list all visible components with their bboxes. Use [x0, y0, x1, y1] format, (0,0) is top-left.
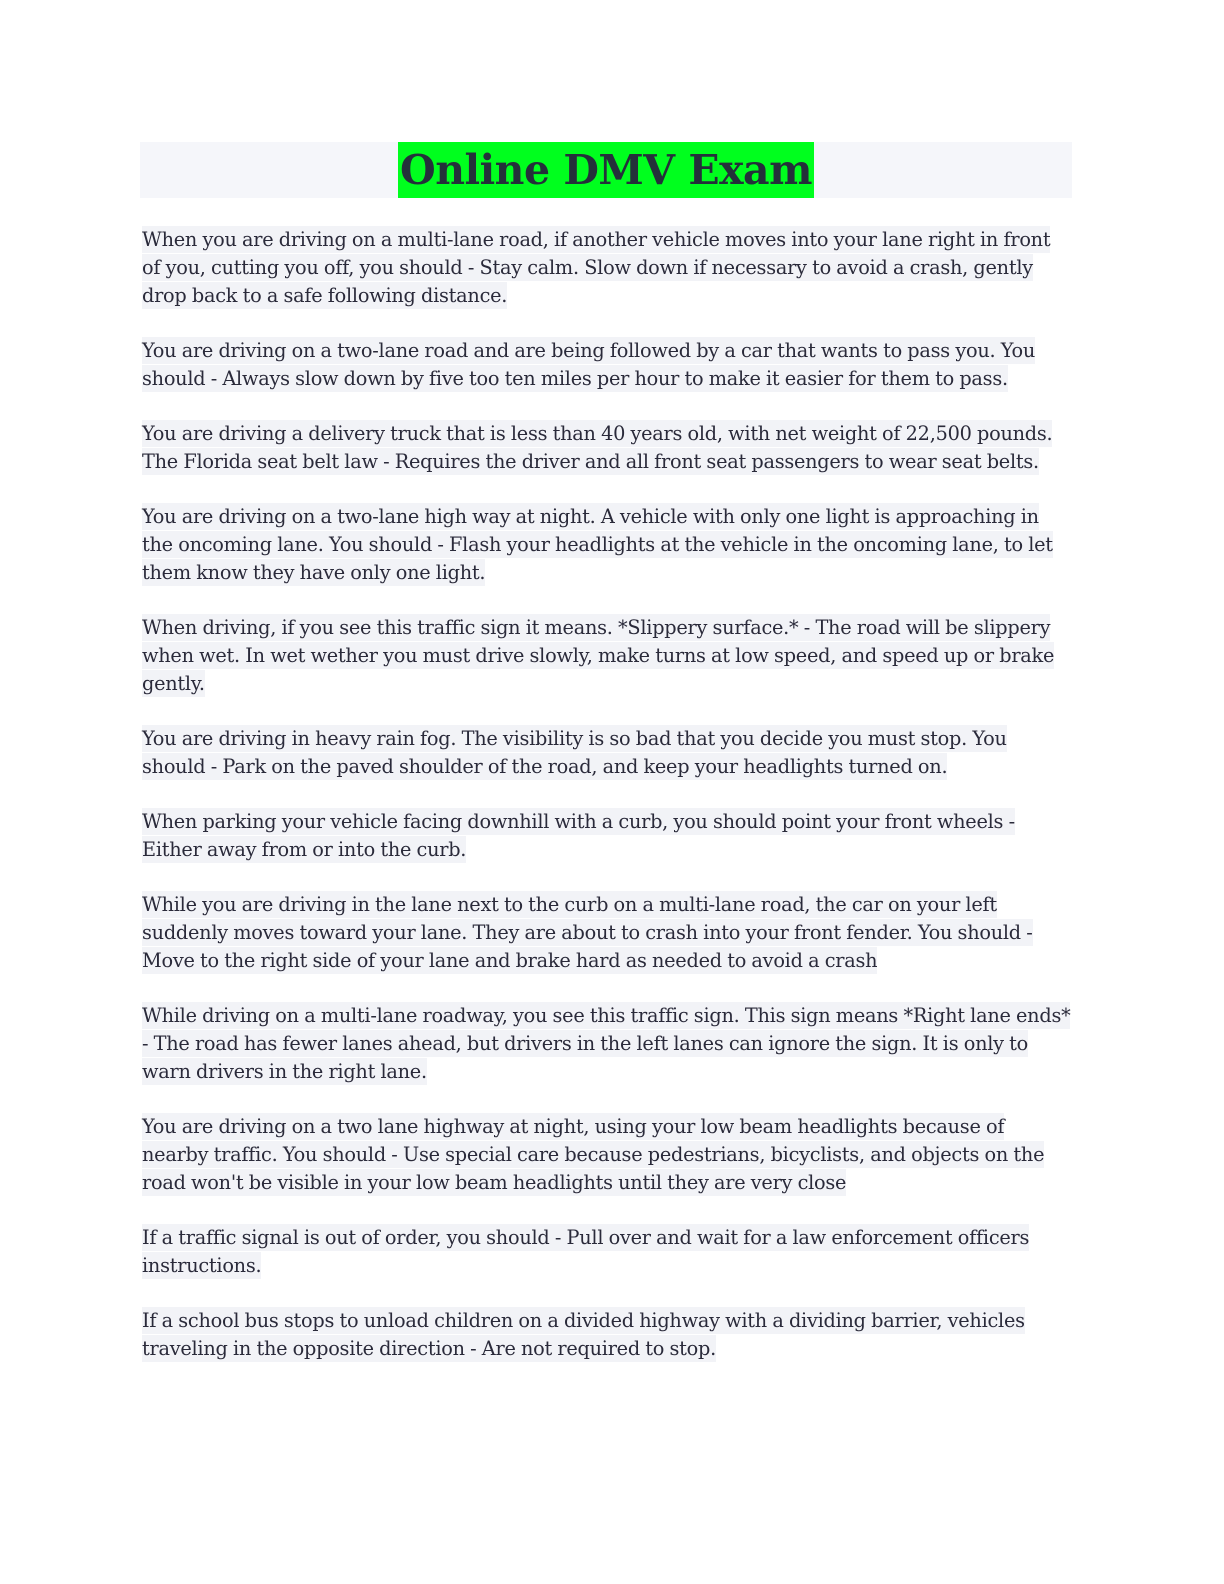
- qa-item: [142, 1307, 1072, 1363]
- qa-text: When you are driving on a multi-lane road, if another vehicle moves into your lane right in front of you, cutting you off, you should - Stay calm. Slow down if necessary to avoid a crash, gently drop back to a safe following distance.: [142, 228, 1051, 307]
- title-band: [140, 142, 1072, 198]
- qa-item: [142, 503, 1072, 587]
- qa-item: [142, 891, 1072, 975]
- page-title: Online DMV Exam: [398, 142, 814, 198]
- qa-text: You are driving a delivery truck that is less than 40 years old, with net weight of 22,500 pounds. The Florida seat belt law - Requires the driver and all front seat passengers to wear seat belts.: [142, 422, 1053, 473]
- qa-text: You are driving in heavy rain fog. The visibility is so bad that you decide you must stop. You should - Park on the paved shoulder of the road, and keep your headlights turned on.: [142, 727, 1007, 778]
- qa-item: [142, 614, 1072, 698]
- qa-text: When parking your vehicle facing downhill with a curb, you should point your front wheels - Either away from or into the curb.: [142, 810, 1015, 861]
- qa-item: [142, 420, 1072, 476]
- qa-text: You are driving on a two-lane road and are being followed by a car that wants to pass you. You should - Always slow down by five too ten miles per hour to make it easier for them to pass.: [142, 339, 1036, 390]
- qa-item: [142, 1224, 1072, 1280]
- qa-item: [142, 725, 1072, 781]
- qa-list: [140, 226, 1072, 1363]
- qa-text: While you are driving in the lane next to the curb on a multi-lane road, the car on your left suddenly moves toward your lane. They are about to crash into your front fender. You should - Move to the right side of your lane and brake hard as needed to avoid a crash: [142, 893, 1033, 972]
- qa-text: If a school bus stops to unload children on a divided highway with a dividing barrier, vehicles traveling in the opposite direction - Are not required to stop.: [142, 1309, 1025, 1360]
- qa-text: You are driving on a two lane highway at night, using your low beam headlights because of nearby traffic. You should - Use special care because pedestrians, bicyclists, and objects on the road won't be visible in your low beam headlights until they are very close: [142, 1115, 1045, 1194]
- qa-item: [142, 1002, 1072, 1086]
- qa-text: When driving, if you see this traffic sign it means. *Slippery surface.* - The road will be slippery when wet. In wet wether you must drive slowly, make turns at low speed, and speed up or brake gently.: [142, 616, 1055, 695]
- qa-item: [142, 226, 1072, 310]
- qa-item: [142, 808, 1072, 864]
- document-page: [140, 142, 1072, 1390]
- qa-item: [142, 1113, 1072, 1197]
- qa-text: You are driving on a two-lane high way at night. A vehicle with only one light is approaching in the oncoming lane. You should - Flash your headlights at the vehicle in the oncoming lane, to let them know they have only one light.: [142, 505, 1053, 584]
- qa-item: [142, 337, 1072, 393]
- qa-text: While driving on a multi-lane roadway, you see this traffic sign. This sign means *Right lane ends* - The road has fewer lanes ahead, but drivers in the left lanes can ignore the sign. It is only to warn drivers in the right lane.: [142, 1004, 1071, 1083]
- qa-text: If a traffic signal is out of order, you should - Pull over and wait for a law enforcement officers instructions.: [142, 1226, 1030, 1277]
